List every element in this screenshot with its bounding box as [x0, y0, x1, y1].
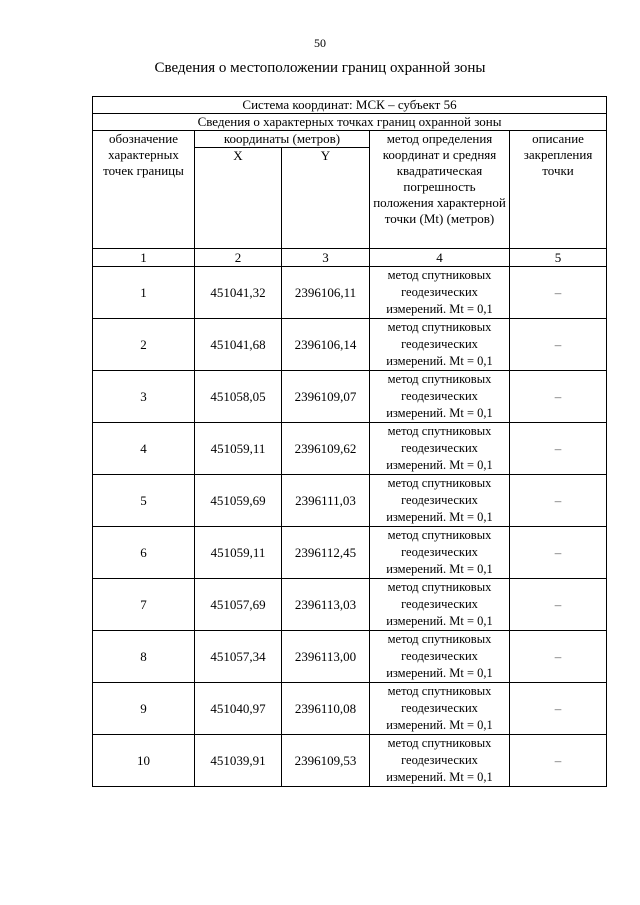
method-cell: метод спутниковых геодезических измерений. Mt = 0,1 — [370, 683, 510, 735]
point-cell: 1 — [93, 267, 195, 319]
header-y: Y — [282, 148, 370, 249]
y-coordinate-cell: 2396113,03 — [282, 579, 370, 631]
column-number: 1 — [93, 249, 195, 267]
y-coordinate-cell: 2396109,07 — [282, 371, 370, 423]
method-cell: метод спутниковых геодезических измерений. Mt = 0,1 — [370, 267, 510, 319]
header-coordinates: координаты (метров) — [195, 131, 370, 148]
header-point: обозначение характерных точек границы — [93, 131, 195, 249]
point-cell: 7 — [93, 579, 195, 631]
x-coordinate-cell: 451059,69 — [195, 475, 282, 527]
column-number: 4 — [370, 249, 510, 267]
description-cell: – — [510, 631, 607, 683]
y-coordinate-cell: 2396106,14 — [282, 319, 370, 371]
method-cell: метод спутниковых геодезических измерений. Mt = 0,1 — [370, 631, 510, 683]
table-row — [93, 319, 607, 371]
column-number-row — [93, 249, 607, 267]
description-cell: – — [510, 683, 607, 735]
y-coordinate-cell: 2396109,62 — [282, 423, 370, 475]
x-coordinate-cell: 451040,97 — [195, 683, 282, 735]
table-row — [93, 683, 607, 735]
table-row — [93, 371, 607, 423]
table-row — [93, 475, 607, 527]
x-coordinate-cell: 451057,69 — [195, 579, 282, 631]
point-cell: 8 — [93, 631, 195, 683]
description-cell: – — [510, 579, 607, 631]
x-coordinate-cell: 451059,11 — [195, 423, 282, 475]
method-cell: метод спутниковых геодезических измерений. Mt = 0,1 — [370, 319, 510, 371]
x-coordinate-cell: 451041,32 — [195, 267, 282, 319]
document-title: Сведения о местоположении границ охранной зоны — [154, 60, 486, 76]
x-coordinate-cell: 451039,91 — [195, 735, 282, 787]
table-row — [93, 631, 607, 683]
section-row — [93, 114, 607, 131]
method-cell: метод спутниковых геодезических измерений. Mt = 0,1 — [370, 475, 510, 527]
point-cell: 4 — [93, 423, 195, 475]
y-coordinate-cell: 2396110,08 — [282, 683, 370, 735]
point-cell: 9 — [93, 683, 195, 735]
table-row — [93, 579, 607, 631]
header-x: X — [195, 148, 282, 249]
x-coordinate-cell: 451058,05 — [195, 371, 282, 423]
header-method: метод определения координат и средняя квадратическая погрешность положения характерной точки (Mt) (метров) — [370, 131, 510, 249]
method-cell: метод спутниковых геодезических измерений. Mt = 0,1 — [370, 579, 510, 631]
section-label: Сведения о характерных точках границ охранной зоны — [93, 114, 607, 131]
method-cell: метод спутниковых геодезических измерений. Mt = 0,1 — [370, 527, 510, 579]
description-cell: – — [510, 423, 607, 475]
y-coordinate-cell: 2396112,45 — [282, 527, 370, 579]
description-cell: – — [510, 527, 607, 579]
coordinate-system-label: Система координат: МСК – субъект 56 — [93, 97, 607, 114]
point-cell: 3 — [93, 371, 195, 423]
method-cell: метод спутниковых геодезических измерений. Mt = 0,1 — [370, 423, 510, 475]
description-cell: – — [510, 267, 607, 319]
boundary-points-table — [92, 96, 607, 787]
table-row — [93, 423, 607, 475]
method-cell: метод спутниковых геодезических измерений. Mt = 0,1 — [370, 735, 510, 787]
point-cell: 10 — [93, 735, 195, 787]
page-number: 50 — [314, 36, 326, 50]
point-cell: 2 — [93, 319, 195, 371]
x-coordinate-cell: 451059,11 — [195, 527, 282, 579]
table-row — [93, 735, 607, 787]
y-coordinate-cell: 2396109,53 — [282, 735, 370, 787]
description-cell: – — [510, 371, 607, 423]
column-number: 2 — [195, 249, 282, 267]
description-cell: – — [510, 735, 607, 787]
description-cell: – — [510, 319, 607, 371]
point-cell: 6 — [93, 527, 195, 579]
table-row — [93, 267, 607, 319]
table-row — [93, 527, 607, 579]
x-coordinate-cell: 451041,68 — [195, 319, 282, 371]
column-number: 5 — [510, 249, 607, 267]
method-cell: метод спутниковых геодезических измерений. Mt = 0,1 — [370, 371, 510, 423]
coordinate-system-row — [93, 97, 607, 114]
y-coordinate-cell: 2396113,00 — [282, 631, 370, 683]
x-coordinate-cell: 451057,34 — [195, 631, 282, 683]
header-description: описание закрепления точки — [510, 131, 607, 249]
point-cell: 5 — [93, 475, 195, 527]
y-coordinate-cell: 2396111,03 — [282, 475, 370, 527]
y-coordinate-cell: 2396106,11 — [282, 267, 370, 319]
header-row-1 — [93, 131, 607, 148]
column-number: 3 — [282, 249, 370, 267]
description-cell: – — [510, 475, 607, 527]
